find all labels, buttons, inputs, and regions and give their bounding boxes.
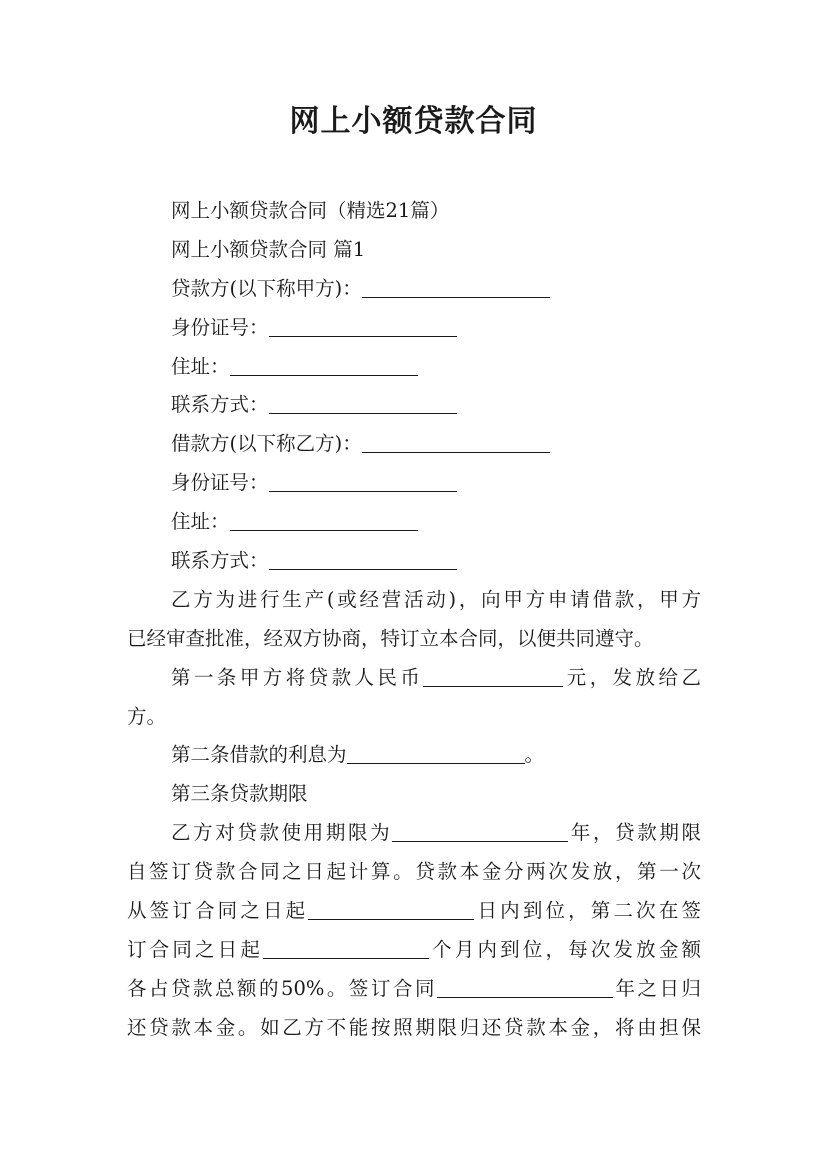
blank-underline <box>230 353 418 376</box>
section-heading: 网上小额贷款合同 篇1 <box>171 237 366 261</box>
blank-underline <box>263 936 429 959</box>
blank-underline <box>308 897 474 920</box>
borrower-id-field: 身份证号： <box>127 464 701 503</box>
paragraph-line: 乙方为进行生产(或经营活动)，向甲方申请借款，甲方 <box>171 587 701 611</box>
lender-address-field: 住址： <box>127 348 701 387</box>
blank-underline <box>269 314 457 337</box>
blank-underline <box>230 508 418 531</box>
article-three-line: 各占贷款总额的50%。签订合同 年之日归 <box>127 976 701 1000</box>
article-one-line: 第一条甲方将贷款人民币 元，发放给乙 <box>171 665 701 689</box>
article-three-line: 乙方对贷款使用期限为 年，贷款期限 <box>171 821 701 845</box>
borrower-contact-field: 联系方式： <box>127 542 701 581</box>
blank-underline <box>269 391 457 414</box>
blank-underline <box>269 547 457 570</box>
blank-underline <box>362 275 550 298</box>
borrower-name-field: 借款方(以下称乙方)： <box>127 425 701 464</box>
blank-underline <box>423 664 563 687</box>
article-one-line: 方。 <box>127 704 167 728</box>
blank-underline <box>362 430 550 453</box>
blank-underline <box>392 819 568 842</box>
paragraph-line: 已经审查批准，经双方协商，特订立本合同，以便共同遵守。 <box>127 626 654 650</box>
lender-contact-field: 联系方式： <box>127 386 701 425</box>
blank-underline <box>347 741 525 764</box>
article-two-line: 第二条借款的利息为 。 <box>171 743 545 767</box>
article-three-line: 订合同之日起 个月内到位，每次发放金额 <box>127 937 701 961</box>
article-three-heading: 第三条贷款期限 <box>171 782 308 806</box>
article-three-line: 自签订贷款合同之日起计算。贷款本金分两次发放，第一次 <box>127 860 701 884</box>
article-three-line: 从签订合同之日起 日内到位，第二次在签 <box>127 899 701 923</box>
lender-id-field: 身份证号： <box>127 309 701 348</box>
document-body <box>127 192 701 1048</box>
borrower-address-field: 住址： <box>127 503 701 542</box>
lender-name-field: 贷款方(以下称甲方)： <box>127 270 701 309</box>
blank-underline <box>269 469 457 492</box>
blank-underline <box>437 975 613 998</box>
document-title: 网上小额贷款合同 <box>289 104 538 139</box>
article-three-line: 还贷款本金。如乙方不能按照期限归还贷款本金，将由担保 <box>127 1015 701 1039</box>
subtitle-line: 网上小额贷款合同（精选21篇） <box>171 199 450 222</box>
